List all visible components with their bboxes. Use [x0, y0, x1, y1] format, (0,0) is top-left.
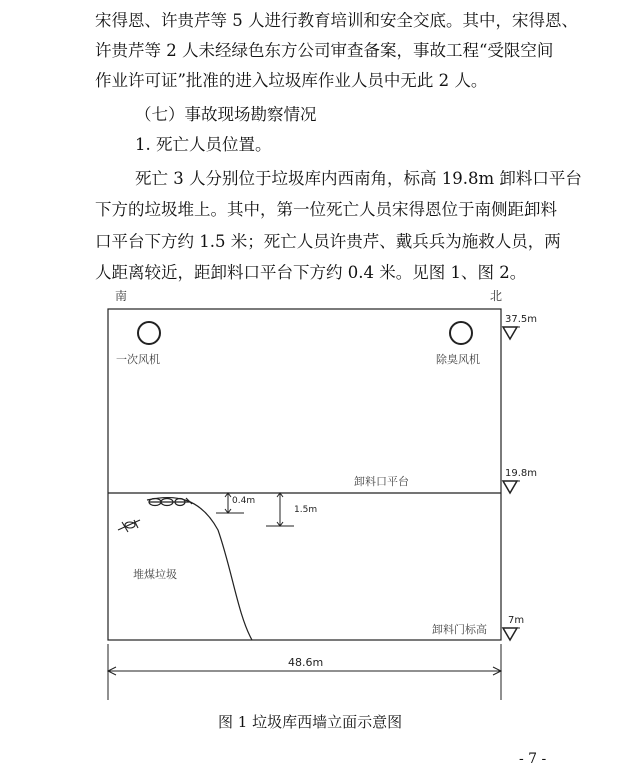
paragraph-2-line-3: 口平台下方约 1.5 米；死亡人员许贵芹、戴兵兵为施救人员，两 [95, 232, 561, 251]
depth-small-label: 0.4m [232, 496, 256, 506]
figure-caption: 图 1 垃圾库西墙立面示意图 [218, 713, 403, 731]
platform-label: 卸料口平台 [354, 475, 409, 488]
depth-marker-small [216, 493, 255, 513]
width-label: 48.6m [288, 656, 324, 669]
depth-marker-large [266, 493, 317, 526]
victim-figure-south [118, 520, 140, 532]
victim-figures-top [149, 498, 192, 506]
elevation-bottom-label: 7m [508, 615, 525, 626]
page-number: - 7 - [519, 751, 547, 767]
deodor-fan-circle [450, 322, 472, 344]
south-label: 南 [115, 289, 128, 303]
elevation-platform-label: 19.8m [505, 468, 538, 479]
elevation-marker-platform [503, 468, 537, 493]
elevation-marker-top [503, 314, 537, 339]
subheading: 1. 死亡人员位置。 [135, 135, 272, 154]
paragraph-1-line-2: 许贵芹等 2 人未经绿色东方公司审查备案，事故工程“受限空间 [95, 41, 554, 60]
elevation-top-label: 37.5m [505, 314, 538, 325]
gate-label: 卸料门标高 [432, 623, 487, 636]
paragraph-2-line-1: 死亡 3 人分别位于垃圾库内西南角，标高 19.8m 卸料口平台 [135, 169, 582, 188]
paragraph-2-line-4: 人距离较近，距卸料口平台下方约 0.4 米。见图 1、图 2。 [95, 263, 527, 282]
elevation-marker-bottom [503, 615, 524, 640]
paragraph-1-line-1: 宋得恩、许贵芹等 5 人进行教育培训和安全交底。其中，宋得恩、 [95, 11, 578, 30]
deodor-fan-label: 除臭风机 [436, 353, 480, 366]
primary-fan-label: 一次风机 [116, 353, 160, 366]
section-heading: （七）事故现场勘察情况 [135, 105, 317, 124]
paragraph-1-line-3: 作业许可证”批准的进入垃圾库作业人员中无此 2 人。 [95, 71, 488, 90]
primary-fan-circle [138, 322, 160, 344]
paragraph-2-line-2: 下方的垃圾堆上。其中，第一位死亡人员宋得恩位于南侧距卸料 [95, 200, 557, 219]
depth-large-label: 1.5m [294, 505, 318, 515]
width-dimension [108, 644, 501, 700]
north-label: 北 [490, 289, 503, 303]
garbage-label: 堆煤垃圾 [133, 568, 177, 581]
